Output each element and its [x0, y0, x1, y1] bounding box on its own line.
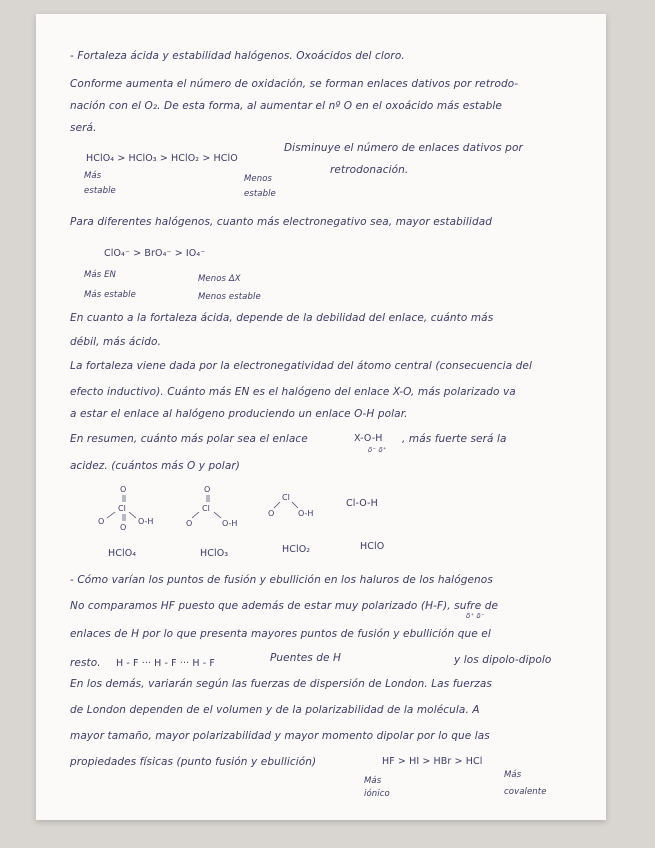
atom-label: Cl — [282, 493, 290, 502]
note-line: , más fuerte será la — [402, 433, 507, 445]
atom-label: O — [120, 523, 127, 532]
partial-charges: δ⁺ δ⁻ — [466, 612, 485, 620]
oxoacid-series: HClO₄ > HClO₃ > HClO₂ > HClO — [86, 153, 238, 164]
atom-label: O — [268, 509, 275, 518]
label-stable: estable — [84, 186, 116, 196]
note-line: propiedades físicas (punto fusión y ebullición) — [70, 756, 317, 768]
atom-label: O-H — [298, 509, 314, 518]
note-line: Conforme aumenta el número de oxidación, se forman enlaces dativos por retrodo- — [70, 78, 519, 90]
atom-label: Cl — [202, 504, 210, 513]
single-bond — [292, 502, 298, 508]
note-line: Para diferentes halógenos, cuanto más electronegativo sea, mayor estabilidad — [70, 216, 493, 228]
note-line: mayor tamaño, mayor polarizabilidad y mayor momento dipolar por lo que las — [70, 730, 490, 742]
atom-label: O — [204, 485, 211, 494]
note-line: efecto inductivo). Cuánto más EN es el halógeno del enlace X-O, más polarizado va — [70, 386, 516, 398]
note-line: acidez. (cuántos más O y polar) — [70, 460, 240, 472]
label-more: Más — [504, 770, 522, 780]
label-less-delta: Menos ΔΧ — [198, 274, 241, 284]
note-line: Disminuye el número de enlaces dativos por — [284, 142, 523, 154]
note-line: y los dipolo-dipolo — [454, 654, 552, 666]
note-line: enlaces de H por lo que presenta mayores puntos de fusión y ebullición que el — [70, 628, 491, 640]
boiling-point-series: HF > HI > HBr > HCl — [382, 756, 483, 767]
polar-bond: X-O-H — [354, 433, 383, 444]
atom-label: O — [98, 517, 105, 526]
single-bond — [214, 512, 221, 518]
label-more: Más — [84, 171, 102, 181]
atom-label: Cl — [118, 504, 126, 513]
atom-label: O-H — [222, 519, 238, 528]
double-bond — [274, 502, 280, 508]
note-line: retrodonación. — [330, 164, 409, 176]
single-bond — [129, 512, 136, 518]
note-line: En cuanto a la fortaleza ácida, depende de la debilidad del enlace, cuánto más — [70, 312, 494, 324]
molecule-label: HClO — [360, 541, 385, 552]
label-ionic: iónico — [364, 789, 390, 799]
molecule-label: HClO₂ — [282, 544, 311, 555]
label-covalent: covalente — [504, 787, 547, 797]
note-line: de London dependen de el volumen y de la polarizabilidad de la molécula. A — [70, 704, 480, 716]
molecule-hclo4 — [96, 484, 166, 540]
note-line: En resumen, cuánto más polar sea el enlace — [70, 433, 308, 445]
note-line: No comparamos HF puesto que además de estar muy polarizado (H-F), sufre de — [70, 600, 499, 612]
double-bond — [107, 512, 115, 518]
heading-oxoacids: - Fortaleza ácida y estabilidad halógenos. Oxoácidos del cloro. — [70, 50, 405, 62]
label-less: Menos — [244, 174, 273, 184]
atom-label: O — [120, 485, 127, 494]
partial-charges: δ⁻ δ⁺ — [368, 446, 387, 454]
note-line: a estar el enlace al halógeno produciendo un enlace O-H polar. — [70, 408, 408, 420]
molecule-label: HClO₃ — [200, 548, 229, 559]
molecule-hclo: Cl-O-H — [346, 498, 378, 509]
perhalate-series: ClO₄⁻ > BrO₄⁻ > IO₄⁻ — [104, 248, 206, 259]
note-line: Puentes de H — [270, 652, 342, 664]
label-more-stable: Más estable — [84, 290, 136, 300]
molecule-hclo2 — [266, 490, 336, 530]
hydrogen-bond-chain: H - F ··· H - F ··· H - F — [116, 658, 215, 669]
molecule-hclo3 — [186, 484, 256, 540]
note-line: nación con el O₂. De esta forma, al aumentar el nº O en el oxoácido más estable — [70, 100, 502, 112]
note-line: En los demás, variarán según las fuerzas de dispersión de London. Las fuerzas — [70, 678, 492, 690]
atom-label: O — [186, 519, 193, 528]
label-more: Más — [364, 776, 382, 786]
note-line: resto. — [70, 657, 101, 669]
note-line: será. — [70, 122, 97, 134]
note-line: débil, más ácido. — [70, 336, 162, 348]
label-more-en: Más EN — [84, 270, 117, 280]
double-bond — [192, 512, 199, 518]
label-stable: estable — [244, 189, 276, 199]
molecule-label: HClO₄ — [108, 548, 137, 559]
heading-halides: - Cómo varían los puntos de fusión y ebullición en los haluros de los halógenos — [70, 574, 493, 586]
atom-label: O-H — [138, 517, 154, 526]
label-less-stable: Menos estable — [198, 292, 261, 302]
note-line: La fortaleza viene dada por la electronegatividad del átomo central (consecuencia del — [70, 360, 533, 372]
